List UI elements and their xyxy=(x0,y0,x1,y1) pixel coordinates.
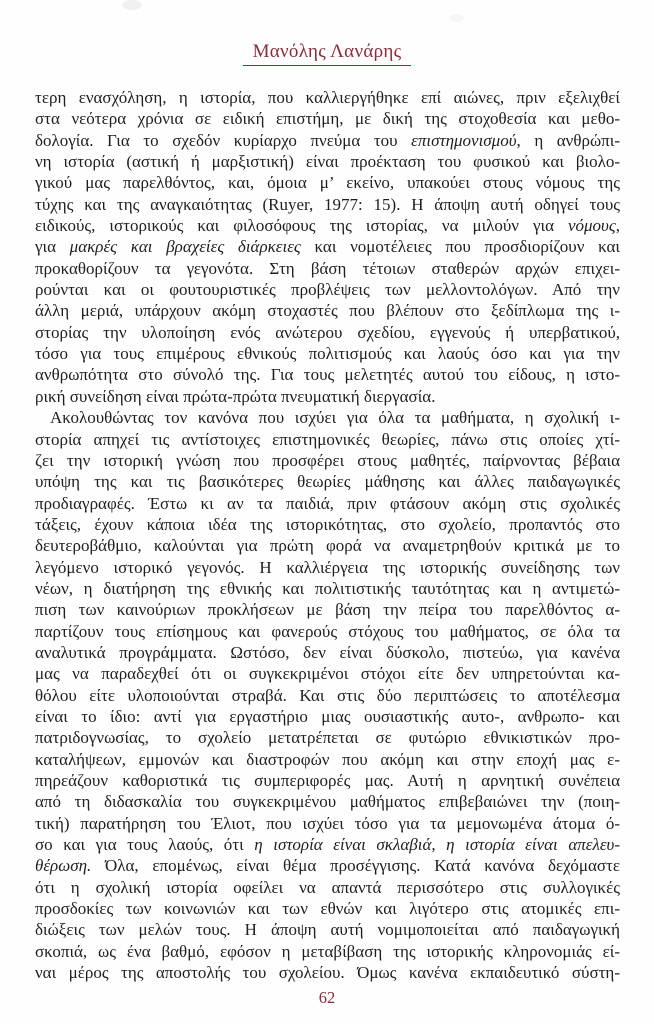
text-line xyxy=(35,642,620,663)
italic-text-segment: επιστημονισμού xyxy=(411,130,517,150)
text-line xyxy=(35,386,620,407)
text-line xyxy=(35,236,620,257)
text-line xyxy=(35,557,620,578)
text-segment: Ακολουθώντας τον κανόνα που ισχύει για όλα τα μαθήματα, η σχολική ι- xyxy=(50,408,620,428)
text-line xyxy=(35,791,620,812)
text-segment: δολογία. Για το σχεδόν κυρίαρχο πνεύμα του xyxy=(35,130,412,150)
text-line xyxy=(35,364,620,385)
text-segment: διώξεις των μελών τους. Η άποψη αυτή νομιμοποιείται από παιδαγωγική xyxy=(35,920,620,940)
text-segment: μας να παραδεχθεί ότι οι συγκεκριμένοι στόχοι είτε δεν υπηρετούνται κα- xyxy=(35,664,620,684)
text-segment: τερη ενασχόληση, η ιστορία, που καλλιεργήθηκε επί αιώνες, πριν εξελιχθεί xyxy=(35,88,620,107)
text-segment: , xyxy=(615,216,620,236)
author-header: Μανόλης Λανάρης xyxy=(243,41,412,66)
italic-text-segment: θέρωση. xyxy=(35,856,92,876)
text-segment: αναλυτικά προγράμματα. Ωστόσο, δεν είναι δύσκολο, πιστεύω, για κανένα xyxy=(35,642,620,662)
text-line xyxy=(35,514,620,535)
text-line xyxy=(35,749,620,770)
text-line xyxy=(35,151,620,172)
page-body xyxy=(35,87,620,983)
text-line xyxy=(35,87,620,108)
text-segment: ρική συνείδηση είναι πρώτα-πρώτα πνευματική διεργασία. xyxy=(35,386,436,406)
italic-text-segment: νόμους xyxy=(567,216,616,236)
text-segment: νη ιστορία (αστική ή μαρξιστική) είναι προέκταση του φυσικού και βιολο- xyxy=(35,152,620,172)
text-segment: ναι μέρος της αποστολής του σχολείου. Όμως κανένα εκπαιδευτικό σύστη- xyxy=(35,963,620,983)
text-segment: για xyxy=(35,237,70,257)
text-line xyxy=(35,663,620,684)
text-line xyxy=(35,493,620,514)
text-segment: ανθρωπότητα στο σύνολό της. Για τους μελετητές αυτού του είδους, η ιστο- xyxy=(35,365,620,385)
text-segment: τική) παρατήρηση του Έλιοτ, που ισχύει τόσο για τα μεμονωμένα άτομα ό- xyxy=(35,813,620,833)
text-segment: είναι το ίδιο: αντί για εργαστήριο μιας ουσιαστικής αυτο-, ανθρωπο- και xyxy=(35,706,620,726)
text-line xyxy=(35,172,620,193)
text-line xyxy=(35,898,620,919)
text-segment: υπόψη της και τις βασικότερες θεωρίες μάθησης και άλλες παιδαγωγικές xyxy=(35,472,620,492)
text-line xyxy=(35,194,620,215)
text-line xyxy=(35,877,620,898)
text-segment: άλλη μεριά, υπάρχουν ακόμη στοχαστές που βλέπουν στο ξεδίπλωμα της ι- xyxy=(35,301,620,321)
text-segment: , η ανθρώπι- xyxy=(516,130,620,150)
text-line xyxy=(35,215,620,236)
text-line xyxy=(35,130,620,151)
text-segment: ότι η σχολική ιστορία οφείλει να απαντά περισσότερο στις συλλογικές xyxy=(35,877,620,897)
text-segment: σο και για τους λαούς, ότι xyxy=(35,835,255,855)
italic-text-segment: μακρές και βραχείες διάρκειες xyxy=(69,237,301,257)
text-segment: και νομοτέλειες που προσδιορίζουν και xyxy=(300,237,620,257)
text-segment: Όλα, επομένως, είναι θέμα προσέγγισης. Κατά κανόνα δεχόμαστε xyxy=(91,856,620,876)
text-segment: προσδοκίες των κοινωνιών και των εθνών και λιγότερο στις ατομικές επι- xyxy=(35,899,620,919)
text-line xyxy=(35,279,620,300)
scan-smudge xyxy=(122,0,142,10)
text-line xyxy=(35,770,620,791)
text-segment: στορία απηχεί τις αντίστοιχες επιστημονικές θεωρίες, πάνω στις οποίες χτί- xyxy=(35,429,620,449)
text-segment: ζει την ιστορική γνώση που προσφέρει στους μαθητές, παίρνοντας βέβαια xyxy=(35,450,620,470)
text-line xyxy=(35,962,620,983)
text-segment: τάξεις, έχουν κάποια ιδέα της ιστορικότητας, στο σχολείο, προπαντός στο xyxy=(35,514,620,534)
text-line xyxy=(35,578,620,599)
text-line xyxy=(35,599,620,620)
page-number: 62 xyxy=(318,988,336,1007)
text-segment: πατριδογνωσίας, το σχολείο μετατρέπεται σε φυτώριο εθνικιστικών προ- xyxy=(35,728,620,748)
text-segment: προδιαγραφές. Έστω κι αν τα παιδιά, πριν φτάσουν ακόμη στις σχολικές xyxy=(35,493,620,513)
text-segment: δευτεροβάθμιο, καλούνται για πρώτη φορά να αναμετρηθούν κριτικά με το xyxy=(35,536,620,556)
text-segment: σκοπιά, ως ένα βαθμό, εφόσον η μεταβίβαση της ιστορικής κληρονομιάς εί- xyxy=(35,941,620,961)
text-segment: ρούνται και οι φουτουριστικές προβλέψεις των μελλοντολόγων. Από την xyxy=(35,280,620,300)
text-line xyxy=(35,407,620,428)
text-segment: καταλήψεων, εμμονών και διαστροφών που ακόμη και στην εποχή μας ε- xyxy=(35,749,620,769)
text-segment: ειδικούς, ιστορικούς και φιλοσόφους της ιστορίας, να μιλούν για xyxy=(35,216,568,236)
text-line xyxy=(35,919,620,940)
text-segment: νέων, η διατήρηση της εθνικής και πολιτιστικής ταυτότητας και η αντιμετώ- xyxy=(35,578,620,598)
text-line xyxy=(35,706,620,727)
text-line xyxy=(35,429,620,450)
text-line xyxy=(35,108,620,129)
text-line xyxy=(35,855,620,876)
text-line xyxy=(35,300,620,321)
text-segment: πηρεάζουν καθοριστικά τις συμπεριφορές μας. Αυτή η αρνητική συνέπεια xyxy=(35,771,620,790)
text-segment: στορίας την υλοποίηση ενός ανώτερου σχεδίου, εγγενούς ή υπερβατικού, xyxy=(35,322,620,342)
text-line xyxy=(35,450,620,471)
text-segment: προκαθορίζουν τα γεγονότα. Στη βάση τέτοιων σταθερών αρχών επιχει- xyxy=(35,258,620,278)
scan-smudge xyxy=(450,14,464,22)
text-line xyxy=(35,941,620,962)
text-segment: στα νεότερα χρόνια σε ειδική επιστήμη, με δική της στοχοθεσία και μεθο- xyxy=(35,109,620,129)
text-line xyxy=(35,471,620,492)
text-line xyxy=(35,685,620,706)
text-segment: πιση των καινούριων προκλήσεων με βάση την πείρα του παρελθόντος α- xyxy=(35,600,620,620)
text-segment: λεγόμενο ιστορικό γεγονός. Η καλλιέργεια της ιστορικής συνείδησης των xyxy=(35,557,620,577)
italic-text-segment: η ιστορία είναι σκλαβιά, η ιστορία είναι απελευ- xyxy=(254,835,620,855)
page-header xyxy=(0,41,654,66)
text-segment: τύχης και της αναγκαιότητας (Ruyer, 1977: 15). Η άποψη αυτή οδηγεί τους xyxy=(35,194,620,214)
text-segment: θόλου είτε υλοποιούνται στραβά. Και στις δύο περιπτώσεις το αποτέλεσμα xyxy=(35,685,620,705)
text-segment: γικού μας παρελθόντος, και, όμοια μ’ εκείνο, υπακούει στους νόμους της xyxy=(35,173,620,193)
text-line xyxy=(35,535,620,556)
text-line xyxy=(35,258,620,279)
text-line xyxy=(35,621,620,642)
text-segment: τόσο για τους επιμέρους εθνικούς πολιτισμούς και λαούς όσο και για την xyxy=(35,344,620,364)
text-line xyxy=(35,343,620,364)
text-line xyxy=(35,834,620,855)
text-line xyxy=(35,813,620,834)
text-line xyxy=(35,322,620,343)
text-line xyxy=(35,727,620,748)
text-segment: από τη διδασκαλία του συγκεκριμένου μαθήματος επιβεβαιώνει την (ποιη- xyxy=(35,792,620,812)
text-segment: παρτίζουν τους επίσημους και φανερούς στόχους του μαθήματος, σε όλα τα xyxy=(35,621,620,641)
